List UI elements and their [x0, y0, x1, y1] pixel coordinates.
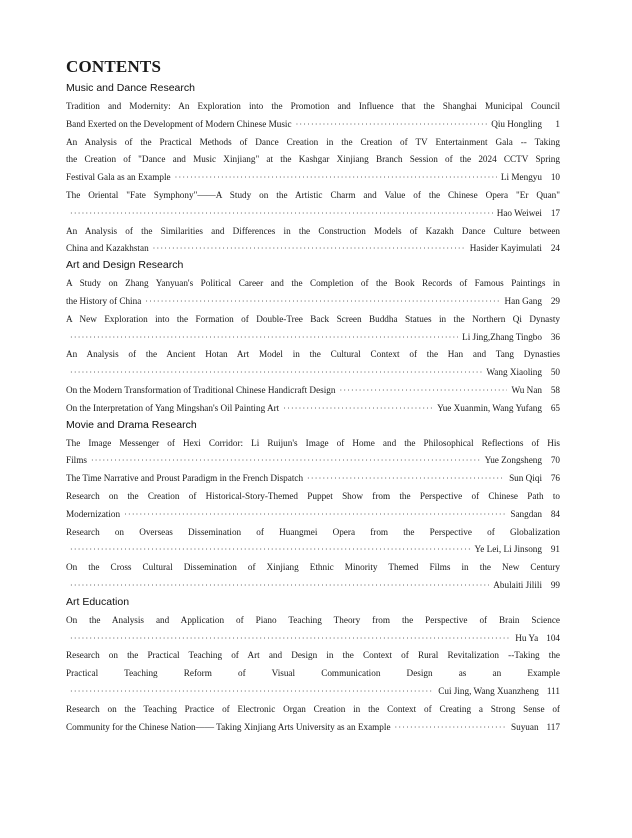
entry-final-line [66, 293, 560, 311]
entry-final-line [66, 452, 560, 470]
dot-leader [339, 382, 507, 400]
toc-entry [66, 559, 560, 595]
entry-author: Hao Weiwei [496, 207, 542, 218]
entry-page-number: 104 [546, 632, 560, 643]
entry-author: Li Mengyu [500, 172, 542, 183]
dot-leader [70, 364, 482, 382]
toc-entry [66, 134, 560, 187]
entry-final-line [66, 329, 560, 347]
entry-final-line [66, 683, 560, 701]
table-of-contents [66, 81, 560, 736]
entry-title-line: Research on Overseas Dissemination of Huangmei Opera from the Perspective of Globalization [66, 526, 560, 537]
dot-leader [70, 205, 493, 223]
contents-page [66, 56, 560, 736]
entry-title-line: The Time Narrative and Proust Paradigm in the French Dispatch [66, 473, 304, 484]
entry-title-line: An Analysis of the Ancient Hotan Art Model in the Cultural Context of the Han and Tang Dynasties [66, 349, 560, 360]
entry-title-line: Practical Teaching Reform of Visual Communication Design as an Example [66, 668, 560, 679]
dot-leader [91, 452, 481, 470]
toc-entry [66, 470, 560, 488]
entry-title-line: China and Kazakhstan [66, 243, 149, 254]
dot-leader [70, 329, 458, 347]
entry-author: Hasider Kayimulati [469, 243, 542, 254]
toc-entry [66, 488, 560, 524]
entry-page-number: 50 [550, 367, 560, 378]
entry-title-line: Tradition and Modernity: An Exploration into the Promotion and Influence that the Shanghai Municipal Council [66, 101, 560, 111]
section-heading: Movie and Drama Research [66, 418, 197, 431]
entry-author: Sangdan [510, 508, 542, 519]
entry-final-line [66, 205, 560, 223]
toc-entry [66, 612, 560, 648]
toc-entry [66, 223, 560, 259]
toc-entry [66, 346, 560, 382]
entry-title-line: Research on the Creation of Historical-Story-Themed Puppet Show from the Perspective of Chinese Path to [66, 490, 560, 501]
entry-title-line: Community for the Chinese Nation—— Taking Xinjiang Arts University as an Example [66, 721, 391, 732]
entry-final-line [66, 719, 560, 737]
entry-page-number: 76 [550, 473, 560, 484]
toc-entry [66, 524, 560, 560]
entry-title-line: An Analysis of the Practical Methods of Dance Creation in the Creation of TV Entertainment Gala -- Taking [66, 136, 560, 147]
dot-leader [70, 577, 489, 595]
entry-author: Abulaiti Jilili [493, 579, 542, 590]
entry-final-line [66, 506, 560, 524]
entry-page-number: 29 [550, 295, 560, 306]
entry-final-line [66, 470, 560, 488]
dot-leader [70, 541, 471, 559]
entry-page-number: 65 [550, 402, 560, 413]
entry-final-line [66, 541, 560, 559]
toc-entry [66, 98, 560, 134]
toc-entry [66, 187, 560, 223]
entry-title-line: A New Exploration into the Formation of Double-Tree Back Screen Buddha Statues in the Northern Qi Dynasty [66, 313, 560, 324]
entry-author: Wang Xiaoling [486, 367, 542, 378]
entry-page-number: 1 [555, 118, 560, 129]
entry-page-number: 117 [546, 721, 560, 732]
entry-author: Ye Lei, Li Jinsong [474, 544, 542, 555]
dot-leader [395, 719, 507, 737]
entry-author: Qiu Hongling [491, 118, 542, 129]
dot-leader [175, 169, 497, 187]
entry-final-line [66, 116, 560, 134]
toc-entry [66, 701, 560, 737]
toc-entry [66, 400, 560, 418]
section-heading: Art and Design Research [66, 259, 184, 272]
entry-final-line [66, 630, 560, 648]
entry-final-line [66, 382, 560, 400]
dot-leader [296, 116, 488, 134]
entry-page-number: 36 [550, 331, 560, 342]
section-heading: Art Education [66, 595, 130, 608]
toc-entry [66, 647, 560, 700]
dot-leader [70, 683, 434, 701]
entry-final-line [66, 240, 560, 258]
toc-entry [66, 275, 560, 311]
toc-entry [66, 382, 560, 400]
entry-page-number: 58 [550, 384, 560, 395]
entry-page-number: 91 [550, 544, 560, 555]
entry-title-line: Research on the Practical Teaching of Art and Design in the Context of Rural Revitalization --Taking the [66, 650, 560, 661]
entry-title-line: The Image Messenger of Hexi Corridor: Li Ruijun's Image of Home and the Philosophical Reflections of His [66, 437, 560, 448]
entry-page-number: 111 [546, 685, 560, 696]
entry-title-line: A Study on Zhang Yanyuan's Political Career and the Completion of the Book Records of Famous Paintings in [66, 278, 560, 289]
entry-title-line: the Creation of "Dance and Music Xinjiang" at the Kashgar Xinjiang Branch Session of the 2024 CCTV Spring [66, 154, 560, 165]
entry-author: Li Jing,Zhang Tingbo [462, 331, 542, 342]
entry-final-line [66, 400, 560, 418]
entry-title-line: The Oriental "Fate Symphony"——A Study on the Artistic Charm and Value of the Chinese Opera "Er Quan" [66, 189, 560, 200]
entry-title-line: the History of China [66, 295, 142, 306]
entry-title-line: On the Cross Cultural Dissemination of Xinjiang Ethnic Minority Themed Films in the New Century [66, 562, 560, 573]
entry-page-number: 24 [550, 243, 560, 254]
entry-page-number: 10 [550, 172, 560, 183]
dot-leader [70, 630, 511, 648]
entry-author: Yue Zongsheng [484, 455, 542, 466]
entry-final-line [66, 364, 560, 382]
section-heading: Music and Dance Research [66, 82, 195, 94]
entry-page-number: 84 [550, 508, 560, 519]
toc-entry [66, 311, 560, 347]
entry-final-line [66, 577, 560, 595]
entry-title-line: An Analysis of the Similarities and Differences in the Construction Models of Kazakh Dance Culture between [66, 225, 560, 236]
dot-leader [307, 470, 505, 488]
entry-author: Suyuan [510, 721, 539, 732]
entry-title-line: Band Exerted on the Development of Modern Chinese Music [66, 118, 292, 129]
entry-title-line: On the Interpretation of Yang Mingshan's Oil Painting Art [66, 402, 280, 413]
entry-final-line [66, 169, 560, 187]
entry-page-number: 17 [550, 207, 560, 218]
entry-page-number: 70 [550, 455, 560, 466]
entry-title-line: On the Modern Transformation of Traditional Chinese Handicraft Design [66, 384, 336, 395]
entry-author: Wu Nan [511, 384, 542, 395]
dot-leader [153, 240, 466, 258]
entry-author: Cui Jing, Wang Xuanzheng [438, 685, 539, 696]
entry-page-number: 99 [550, 579, 560, 590]
dot-leader [145, 293, 500, 311]
entry-title-line: Research on the Teaching Practice of Electronic Organ Creation in the Context of Creating a Strong Sense of [66, 703, 560, 714]
entry-author: Hu Ya [515, 632, 539, 643]
dot-leader [124, 506, 506, 524]
page-title: CONTENTS [66, 57, 162, 76]
entry-author: Yue Xuanmin, Wang Yufang [437, 402, 542, 413]
dot-leader [283, 400, 433, 418]
entry-author: Sun Qiqi [509, 473, 542, 484]
entry-title-line: Modernization [66, 508, 121, 519]
entry-title-line: On the Analysis and Application of Piano Teaching Theory from the Perspective of Brain Science [66, 614, 560, 625]
toc-entry [66, 435, 560, 471]
entry-title-line: Festival Gala as an Example [66, 172, 171, 183]
entry-title-line: Films [66, 455, 87, 466]
entry-author: Han Gang [504, 295, 542, 306]
